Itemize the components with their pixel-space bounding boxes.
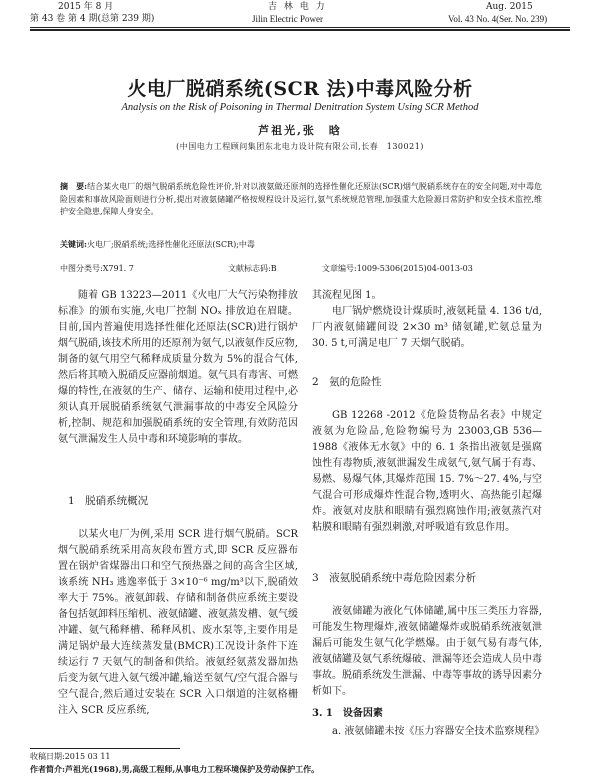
author-bio: 作者简介:芦祖光(1968),男,高级工程师,从事电力工程环境保护及劳动保护工作。: [30, 764, 320, 774]
header-rule-thick: [30, 29, 570, 31]
article-title-en: Analysis on the Risk of Poisoning in Thermal Denitration System Using SCR Method: [121, 102, 479, 113]
header-volume-en: Vol. 43 No. 4(Ser. No. 239): [448, 14, 548, 24]
left-column-para1: [58, 527, 298, 719]
section-1-heading: 1 脱硝系统概况: [68, 495, 149, 507]
left-column: [58, 288, 298, 448]
document-code: 文献标志码:B: [228, 264, 277, 273]
keywords-text: 火电厂;脱硝系统;选择性催化还原法(SCR);中毒: [86, 240, 255, 249]
clc-number: 中图分类号:X791. 7: [60, 264, 134, 273]
running-header: [0, 0, 600, 30]
affiliation: (中国电力工程顾问集团东北电力设计院有限公司,长春 130021): [176, 142, 424, 151]
section-3-1-heading: 3. 1 设备因素: [312, 708, 383, 719]
section-3-paragraph: 液氨储罐为液化气体储罐,属中压三类压力容器,可能发生物理爆炸,液氨储罐爆炸或脱硝系统液氨泄漏后可能发生氨气化学燃爆。由于氨气易有毒气体,液氨储罐及氨气系统爆破、泄漏等还会造成人员中毒事故。脱硝系统发生泄漏、中毒等事故的诱导因素分析如下。: [312, 606, 542, 697]
header-journal-en: Jilin Electric Power: [252, 14, 323, 24]
authors: 芦祖光,张 晗: [258, 124, 342, 137]
header-volume-cn: 第 43 卷 第 4 期(总第 239 期): [30, 14, 155, 24]
flow-reference: 其流程见图 1。: [312, 290, 382, 301]
right-column-para4: [312, 724, 545, 740]
article-title: 火电厂脱硝系统(SCR 法)中毒风险分析: [127, 78, 473, 100]
section-2-heading: 2 氨的危险性: [312, 376, 382, 388]
abstract: [60, 180, 542, 219]
abstract-text: 结合某火电厂的烟气脱硝系统危险性评价,针对以液氨做还原剂的选择性催化还原法(SCR)烟气脱硝系统存在的安全问题,对中毒危险因素和事故风险面则进行分析,提出对液氨储罐严格按规程设计及运行,氨气系统规范管理,加强重大危险源日常防护和安全技术监控,维护安全隐患,保障人身安全。: [60, 182, 542, 216]
intro-paragraph: 随着 GB 13223—2011《火电厂大气污染物排放标准》的颁布实施,火电厂控制 NOₓ 排放迫在眉睫。目前,国内普遍使用选择性催化还原法(SCR)进行锅炉烟气脱硝,该技术所用的还原剂为氨气,以液氨作反应物,制备的氨气用空气稀释成质量分数为 5%的混合气体,然后将其喷入脱硝反应器前烟道。氨气具有毒害、可燃爆的特性,在液氨的生产、储存、运输和使用过程中,必须认真开展脱硝系统氨气泄漏事故的中毒安全风险分析,控制、规范和加强脱硝系统的安全管理,有效防范因氨气泄漏发生人员中毒和环境影响的事故。: [58, 290, 298, 445]
abstract-label: 摘 要:: [60, 181, 88, 191]
header-date-en: Aug. 2015: [486, 2, 533, 12]
header-journal-cn: 吉 林 电 力: [268, 2, 327, 12]
section-2-paragraph: GB 12268 -2012《危险货物品名表》中规定液氨为危险品,危险物编号为 23003,GB 536—1988《液体无水氨》中的 6. 1 条指出液氨是强腐蚀性有毒物质,液氨泄漏发生成氨气,氨气属于有毒、易燃、易爆气体,其爆炸范围 15. 7%～27. 4%,与空气混合可形成爆炸性混合物,透明火、高热能引起爆炸。液氨对皮肤和眼睛有强烈腐蚀作用;液氨蒸汽对粘膜和眼睛有强烈刺激,对呼吸道有致息作用。: [312, 410, 542, 533]
keywords: [60, 238, 542, 252]
header-rule-thin: [30, 27, 570, 28]
ammonia-consumption-paragraph: 电厂锅炉燃烧设计煤质时,液氨耗量 4. 136 t/d,厂内液氨储罐间设 2×30 m³ 储氨罐,贮氨总量为 30. 5 t,可满足电厂 7 天烟气脱硝。: [312, 306, 542, 349]
section-3-1-paragraph: a. 液氨储罐未按《压力容器安全技术监察规程》: [332, 726, 545, 737]
right-column-para3: [312, 604, 542, 700]
received-date: 收稿日期:2015 03 11: [30, 752, 111, 761]
section-3-heading: 3 液氨脱硝系统中毒危险因素分析: [312, 572, 477, 584]
right-column-para2: [312, 408, 542, 536]
right-column-top: [312, 288, 542, 352]
section-1-paragraph: 以某火电厂为例,采用 SCR 进行烟气脱硝。SCR 烟气脱硝系统采用高灰段布置方式,即 SCR 反应器布置在锅炉省煤器出口和空气预热器之间的高含尘区域,该系统 NH₃ 逃逸率低于 3×10⁻⁶ mg/m³以下,脱硝效率大于 75%。液氨卸载、存储和制备供应系统主要设备包括氨卸料压缩机、液氨储罐、液氨蒸发槽、氨气缓冲罐、氨气稀释槽、稀释风机、废水泵等,主要作用是满足锅炉最大连续蒸发量(BMCR)工况设计条件下连续运行 7 天氨气的制备和供给。液氨经氨蒸发器加热后变为氨气进入氨气缓冲罐,输送至氨气/空气混合器与空气混合,然后通过安装在 SCR 入口烟道的注氨格栅注入 SCR 反应系统,: [58, 529, 298, 716]
footnotes: [30, 751, 570, 775]
article-number: 文章编号:1009-5306(2015)04-0013-03: [322, 264, 473, 273]
keywords-label: 关键词:: [60, 239, 87, 249]
header-date: 2015 年 8 月: [58, 2, 114, 12]
footnote-rule: [30, 748, 180, 749]
